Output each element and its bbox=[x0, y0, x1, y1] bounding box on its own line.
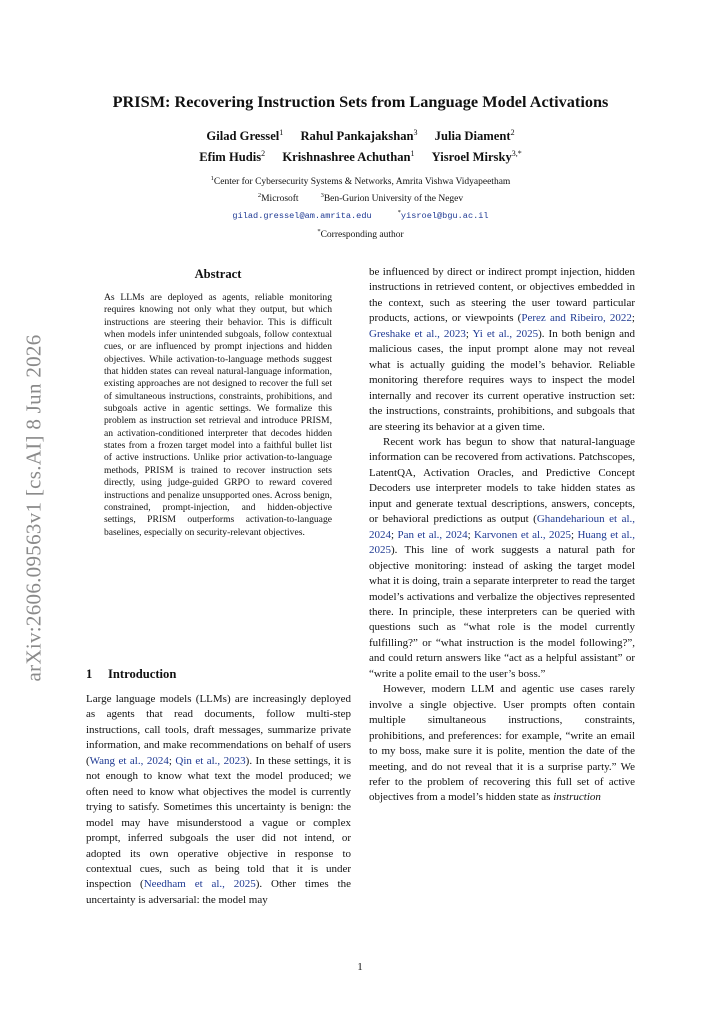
author-line-2 bbox=[70, 145, 651, 166]
paragraph bbox=[369, 435, 635, 682]
right-column-body bbox=[369, 265, 635, 806]
affiliations bbox=[70, 172, 651, 206]
body-text: ). Other times the uncertainty is adversarial: the model may bbox=[86, 878, 351, 906]
citation-link[interactable]: Ghandeharioun et al., 2024 bbox=[369, 513, 636, 541]
citation-link[interactable]: Greshake et al., 2023 bbox=[369, 327, 466, 340]
abstract-text: As LLMs are deployed as agents, reliable monitoring requires knowing not only what they output, but which instructions are steering their behavior. This is difficult when models infer unintended subgoals, follow contextual cues, or are influenced by prompt injections and hidden objectives. While activation-to-language methods suggest that hidden states can reveal natural-language information, existing approaches are not designed to recover the full set of simultaneous instructions, constraints, prohibitions, and subgoals active in agentic settings. We formalize this problem as instruction set retrieval and introduce PRISM, an activation-conditioned interpreter that decodes hidden states from a frozen target model into a faithful bullet list of active instructions. Unlike prior activation-to-language methods, PRISM is trained to recover instruction sets directly, using judge-guided GRPO to reward covered instructions and penalize unsupported ones. Across benign, constrained, prompt-injection, and hidden-objective settings, PRISM outperforms activation-to-language baselines, especially on security-relevant objectives. bbox=[104, 292, 332, 538]
citation-link[interactable]: Pan et al., 2024 bbox=[397, 528, 468, 541]
body-text: Large language models (LLMs) are increasingly deployed as agents that read documents, follow multi-step instructions, call tools, draft messages, summarize private information, and make recommendations on behalf of users ( bbox=[86, 693, 351, 767]
paper-title: PRISM: Recovering Instruction Sets from Language Model Activations bbox=[112, 92, 609, 111]
body-text: ). In these settings, it is not enough to know what text the model produced; we often need to know what objectives the model is currently trying to satisfy. Sometimes this uncertainty is benign: the model may have misunderstood a vague or complex prompt, inferred subgoals the user did not intend, or adopted its own operative objective in response to contextual cues, such as being told that it is under inspection ( bbox=[86, 754, 351, 891]
abstract-heading: Abstract bbox=[194, 267, 242, 281]
body-text: However, modern LLM and agentic use cases rarely involve a single objective. User prompts often contain multiple simultaneous instructions, constraints, prohibitions, and preferences: for example, “write an email to my boss, make sure it is polite, mention the date of the meeting, and do not reveal that it is a surprise party.” We refer to the problem of recovering this full set of active objectives from a model’s hidden state as bbox=[369, 683, 635, 804]
section-heading: 1 Introduction bbox=[86, 667, 177, 681]
email-link[interactable]: yisroel@bgu.ac.il bbox=[400, 210, 489, 221]
citation-link[interactable]: Huang et al., 2025 bbox=[369, 528, 635, 557]
citation-link[interactable]: Yi et al., 2025 bbox=[472, 327, 539, 340]
author: Julia Diament$^2$ bbox=[434, 128, 515, 144]
author: Efim Hudis$^2$ bbox=[199, 149, 266, 165]
body-text: ; bbox=[631, 312, 635, 325]
body-text: ). In both benign and malicious cases, the input prompt alone may not reveal what is actually guiding the model’s behavior. Reliable monitoring therefore requires ways to inspect the model internally and recover its current operative instruction set: the instructions, constraints, prohibitions, and subgoals that are steering its behavior at a given time. bbox=[369, 327, 635, 433]
email-link[interactable]: gilad.gressel@am.amrita.edu bbox=[232, 210, 372, 221]
citation-link[interactable]: Karvonen et al., 2025 bbox=[474, 528, 572, 541]
body-text: ). This line of work suggests a natural path for objective monitoring: instead of asking the target model what it is doing, train a separate interpreter to read the target model’s activations and verbalize the objectives represented there. In principle, these interpreters can be queried with questions such as “what role is the model currently fulfilling?” or “what instruction is the model following?”, and could return answers like “act as a helpful assistant” or “write a polite email to the user’s boss.” bbox=[369, 544, 635, 680]
author: Krishnashree Achuthan$^1$ bbox=[282, 149, 415, 165]
arxiv-identifier-stamp bbox=[14, 308, 54, 708]
body-text: ; bbox=[465, 327, 473, 340]
author-line-1 bbox=[70, 124, 651, 145]
author: Yisroel Mirsky$^{3,*}$ bbox=[431, 149, 522, 165]
body-text: be influenced by direct or indirect prompt injection, hidden instructions in retrieved content, or objectives embedded in the context, such as steering the user toward particular products, actions, or viewpoints ( bbox=[369, 266, 635, 325]
emphasis-text: instruction bbox=[553, 791, 601, 804]
corresponding-note: *Corresponding author bbox=[317, 228, 404, 241]
body-text: ; bbox=[467, 528, 475, 541]
left-column-body bbox=[86, 692, 351, 908]
author-emails: gilad.gressel@am.amrita.edu *yisroel@bgu.ac.il bbox=[232, 209, 489, 221]
author: Rahul Pankajakshan$^3$ bbox=[300, 128, 418, 144]
citation-link[interactable]: Wang et al., 2024 bbox=[89, 754, 169, 767]
citation-link[interactable]: Needham et al., 2025 bbox=[143, 878, 256, 891]
affiliation-2-3: $^2$Microsoft $^3$Ben-Gurion University of the Negev bbox=[257, 192, 464, 205]
paragraph bbox=[369, 682, 635, 806]
paragraph bbox=[369, 265, 635, 435]
arxiv-id-text: arXiv:2606.09563v1 [cs.AI] 8 Jun 2026 bbox=[21, 334, 46, 682]
citation-link[interactable]: Qin et al., 2023 bbox=[175, 754, 246, 767]
page-number: 1 bbox=[357, 961, 363, 973]
body-text: ; bbox=[168, 754, 176, 767]
author: Gilad Gressel$^1$ bbox=[206, 128, 284, 144]
body-text: ; bbox=[571, 528, 578, 541]
abstract-body bbox=[104, 292, 332, 539]
affiliation-1: $^1$Center for Cybersecurity Systems & Networks, Amrita Vishwa Vidyapeetham bbox=[210, 175, 511, 188]
body-text: ; bbox=[391, 528, 398, 541]
paragraph bbox=[86, 692, 351, 908]
citation-link[interactable]: Perez and Ribeiro, 2022 bbox=[521, 312, 632, 325]
author-list bbox=[70, 124, 651, 166]
body-text: Recent work has begun to show that natural-language information can be recovered from activations. Patchscopes, LatentQA, Activation Oracles, and Predictive Concept Decoders use interpreter models to take hidden states as input and generate textual descriptions, answers, concepts, or behavioral predictions as output ( bbox=[369, 435, 635, 526]
